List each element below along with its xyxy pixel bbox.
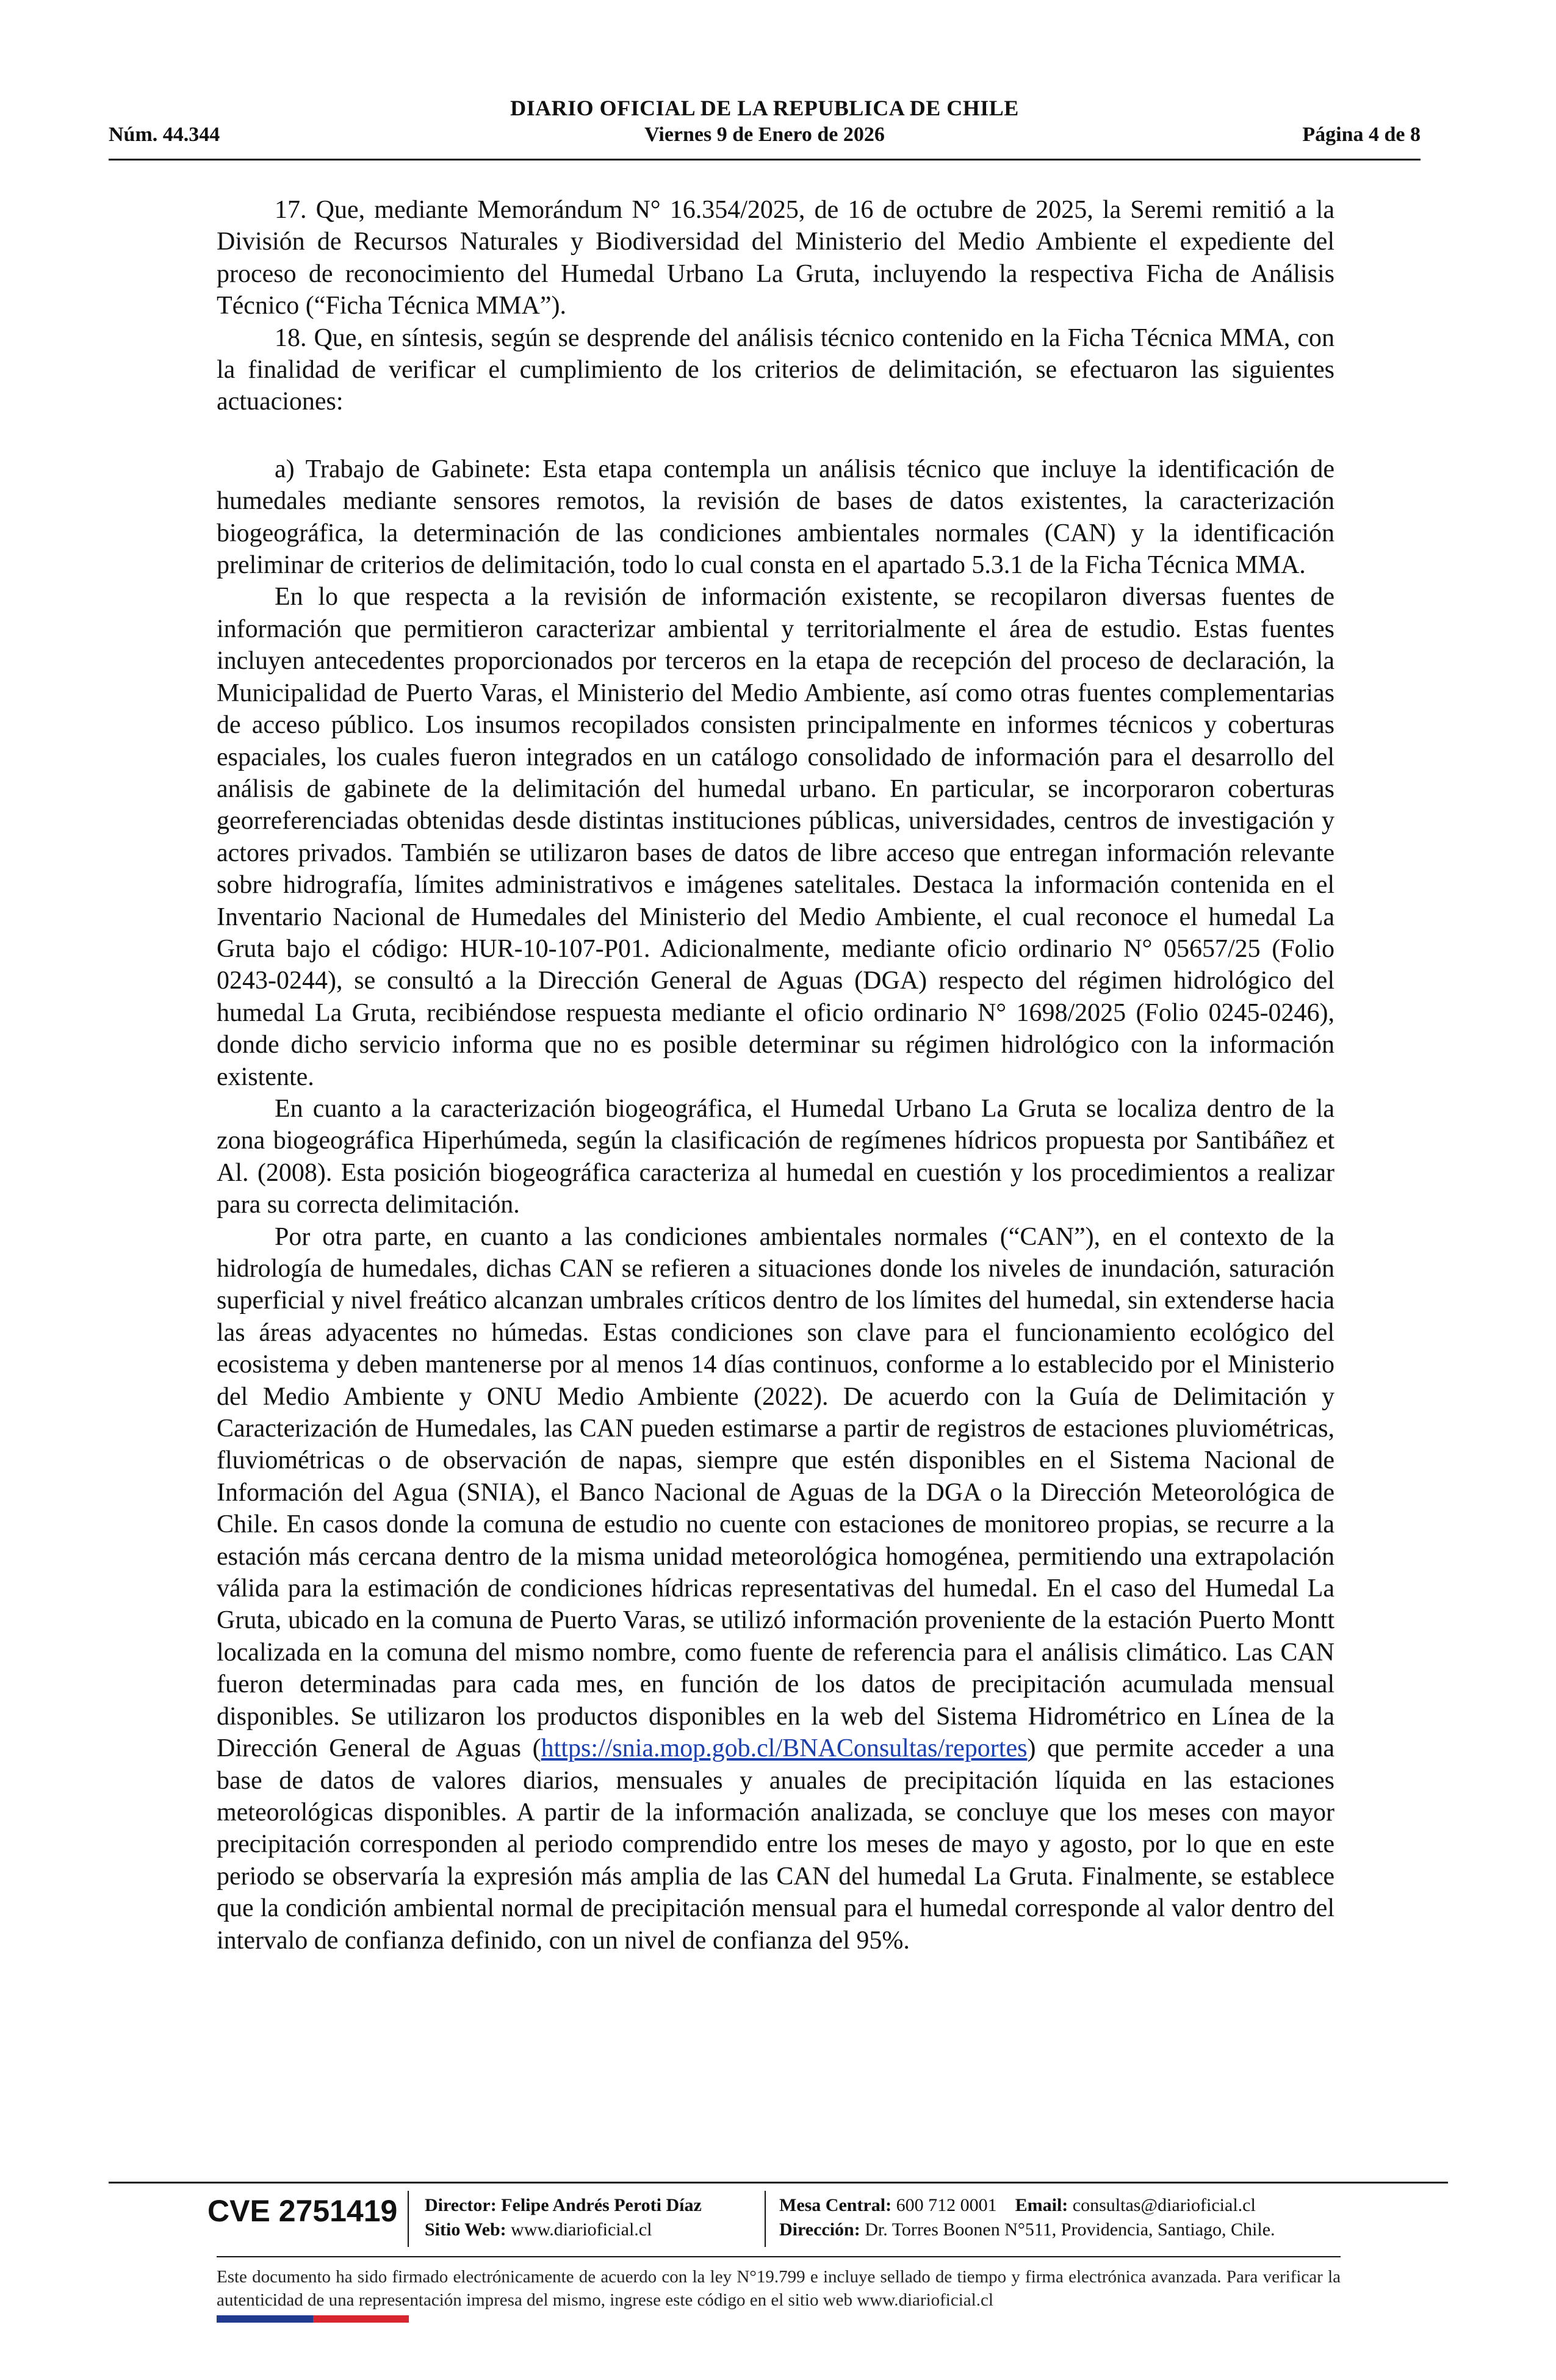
footer-contact-block: [779, 2193, 1275, 2242]
paragraph-a-trabajo-gabinete: a) Trabajo de Gabinete: Esta etapa contempla un análisis técnico que incluye la identificación de humedales mediante sensores remotos, la revisión de bases de datos existentes, la caracterización biogeográfica, la determinación de las condiciones ambientales normales (CAN) y la identificación preliminar de criterios de delimitación, todo lo cual consta en el apartado 5.3.1 de la Ficha Técnica MMA.: [217, 455, 1334, 580]
publication-title: DIARIO OFICIAL DE LA REPUBLICA DE CHILE: [510, 96, 1019, 120]
flag-blue-segment: [217, 2315, 313, 2323]
snia-link[interactable]: https://snia.mop.gob.cl/BNAConsultas/reportes: [541, 1734, 1028, 1763]
paragraph-gap: [217, 418, 1334, 453]
website-value[interactable]: www.diarioficial.cl: [511, 2220, 652, 2240]
mesa-central-label: Mesa Central:: [779, 2195, 892, 2215]
document-body: [217, 194, 1334, 1956]
director-name: Felipe Andrés Peroti Díaz: [501, 2195, 702, 2215]
director-label: Director:: [425, 2195, 497, 2215]
paragraph-17: 17. Que, mediante Memorándum N° 16.354/2025, de 16 de octubre de 2025, la Seremi remitió a la División de Recursos Naturales y Biodiversidad del Ministerio del Medio Ambiente el expediente del proceso de reconocimiento del Humedal Urbano La Gruta, incluyendo la respectiva Ficha de Análisis Técnico (“Ficha Técnica MMA”).: [217, 196, 1334, 320]
footer-director-block: [425, 2193, 702, 2242]
website-label: Sitio Web:: [425, 2220, 506, 2240]
footer-divider: [109, 2182, 1448, 2183]
address-value: Dr. Torres Boonen N°511, Providencia, Santiago, Chile.: [865, 2220, 1275, 2240]
issue-number: Núm. 44.344: [109, 123, 220, 146]
can-text-before-link: Por otra parte, en cuanto a las condiciones ambientales normales (“CAN”), en el contexto de la hidrología de humedales, dichas CAN se refieren a situaciones donde los niveles de inundación, saturación superficial y nivel freático alcanzan umbrales críticos dentro de los límites del humedal, sin extenderse hacia las áreas adyacentes no húmedas. Estas condiciones son clave para el funcionamiento ecológico del ecosistema y deben mantenerse por al menos 14 días continuos, conforme a lo establecido por el Ministerio del Medio Ambiente y ONU Medio Ambiente (2022). De acuerdo con la Guía de Delimitación y Caracterización de Humedales, las CAN pueden estimarse a partir de registros de estaciones pluviométricas, fluviométricas o de observación de napas, siempre que estén disponibles en el Sistema Nacional de Información del Agua (SNIA), el Banco Nacional de Aguas de la DGA o la Dirección Meteorológica de Chile. En casos donde la comuna de estudio no cuente con estaciones de monitoreo propias, se recurre a la estación más cercana dentro de la misma unidad meteorológica homogénea, permitiendo una extrapolación válida para la estimación de condiciones hídricas representativas del humedal. En el caso del Humedal La Gruta, ubicado en la comuna de Puerto Varas, se utilizó información proveniente de la estación Puerto Montt localizada en la comuna del mismo nombre, como fuente de referencia para el análisis climático. Las CAN fueron determinadas para cada mes, en función de los datos de precipitación acumulada mensual disponibles. Se utilizaron los productos disponibles en la web del Sistema Hidrométrico en Línea de la Dirección General de Aguas (: [217, 1222, 1334, 1763]
email-value[interactable]: consultas@diarioficial.cl: [1072, 2195, 1256, 2215]
paragraph-18: 18. Que, en síntesis, según se desprende del análisis técnico contenido en la Ficha Técnica MMA, con la finalidad de verificar el cumplimiento de los criterios de delimitación, se efectuaron las siguientes actuaciones:: [217, 323, 1334, 416]
footer-separator: [408, 2191, 409, 2247]
issue-date: Viernes 9 de Enero de 2026: [644, 123, 885, 146]
paragraph-caracterizacion-biogeografica: En cuanto a la caracterización biogeográfica, el Humedal Urbano La Gruta se localiza dentro de la zona biogeográfica Hiperhúmeda, según la clasificación de regímenes hídricos propuesta por Santibáñez et Al. (2008). Esta posición biogeográfica caracteriza al humedal en cuestión y los procedimientos a realizar para su correcta delimitación.: [217, 1094, 1334, 1219]
page-header: [109, 92, 1421, 160]
flag-red-segment: [313, 2315, 409, 2323]
legal-notice: Este documento ha sido firmado electrónicamente de acuerdo con la ley N°19.799 e incluye sellado de tiempo y firma electrónica avanzada. Para verificar la autenticidad de una representación impresa del mismo, ingrese este código en el sitio web www.diarioficial.cl: [217, 2267, 1341, 2310]
page-number: Página 4 de 8: [1302, 123, 1421, 146]
chile-flag-stripe: [217, 2315, 409, 2323]
mesa-central-phone: 600 712 0001: [896, 2195, 997, 2215]
email-label: Email:: [1015, 2195, 1068, 2215]
footer-divider-secondary: [217, 2256, 1341, 2257]
cve-code: CVE 2751419: [207, 2194, 398, 2228]
paragraph-informacion-existente: En lo que respecta a la revisión de información existente, se recopilaron diversas fuentes de información que permitieron caracterizar ambiental y territorialmente el área de estudio. Estas fuentes incluyen antecedentes proporcionados por terceros en la etapa de recepción del proceso de declaración, la Municipalidad de Puerto Varas, el Ministerio del Medio Ambiente, así como otras fuentes complementarias de acceso público. Los insumos recopilados consisten principalmente en informes técnicos y coberturas espaciales, los cuales fueron integrados en un catálogo consolidado de información para el desarrollo del análisis de gabinete de la delimitación del humedal urbano. En particular, se incorporaron coberturas georreferenciadas obtenidas desde distintas instituciones públicas, universidades, centros de investigación y actores privados. También se utilizaron bases de datos de libre acceso que entregan información relevante sobre hidrografía, límites administrativos e imágenes satelitales. Destaca la información contenida en el Inventario Nacional de Humedales del Ministerio del Medio Ambiente, el cual reconoce el humedal La Gruta bajo el código: HUR-10-107-P01. Adicionalmente, mediante oficio ordinario N° 05657/25 (Folio 0243-0244), se consultó a la Dirección General de Aguas (DGA) respecto del régimen hidrológico del humedal La Gruta, recibiéndose respuesta mediante el oficio ordinario N° 1698/2025 (Folio 0245-0246), donde dicho servicio informa que no es posible determinar su régimen hidrológico con la información existente.: [217, 583, 1334, 1091]
can-text-after-link: ) que permite acceder a una base de datos de valores diarios, mensuales y anuales de precipitación líquida en las estaciones meteorológicas disponibles. A partir de la información analizada, se concluye que los meses con mayor precipitación corresponden al periodo comprendido entre los meses de mayo y agosto, por lo que en este periodo se observaría la expresión más amplia de las CAN del humedal La Gruta. Finalmente, se establece que la condición ambiental normal de precipitación mensual para el humedal corresponde al valor dentro del intervalo de confianza definido, con un nivel de confianza del 95%.: [217, 1734, 1334, 1955]
address-label: Dirección:: [779, 2220, 860, 2240]
paragraph-condiciones-ambientales: [217, 1221, 1334, 1956]
footer-separator: [765, 2191, 766, 2247]
